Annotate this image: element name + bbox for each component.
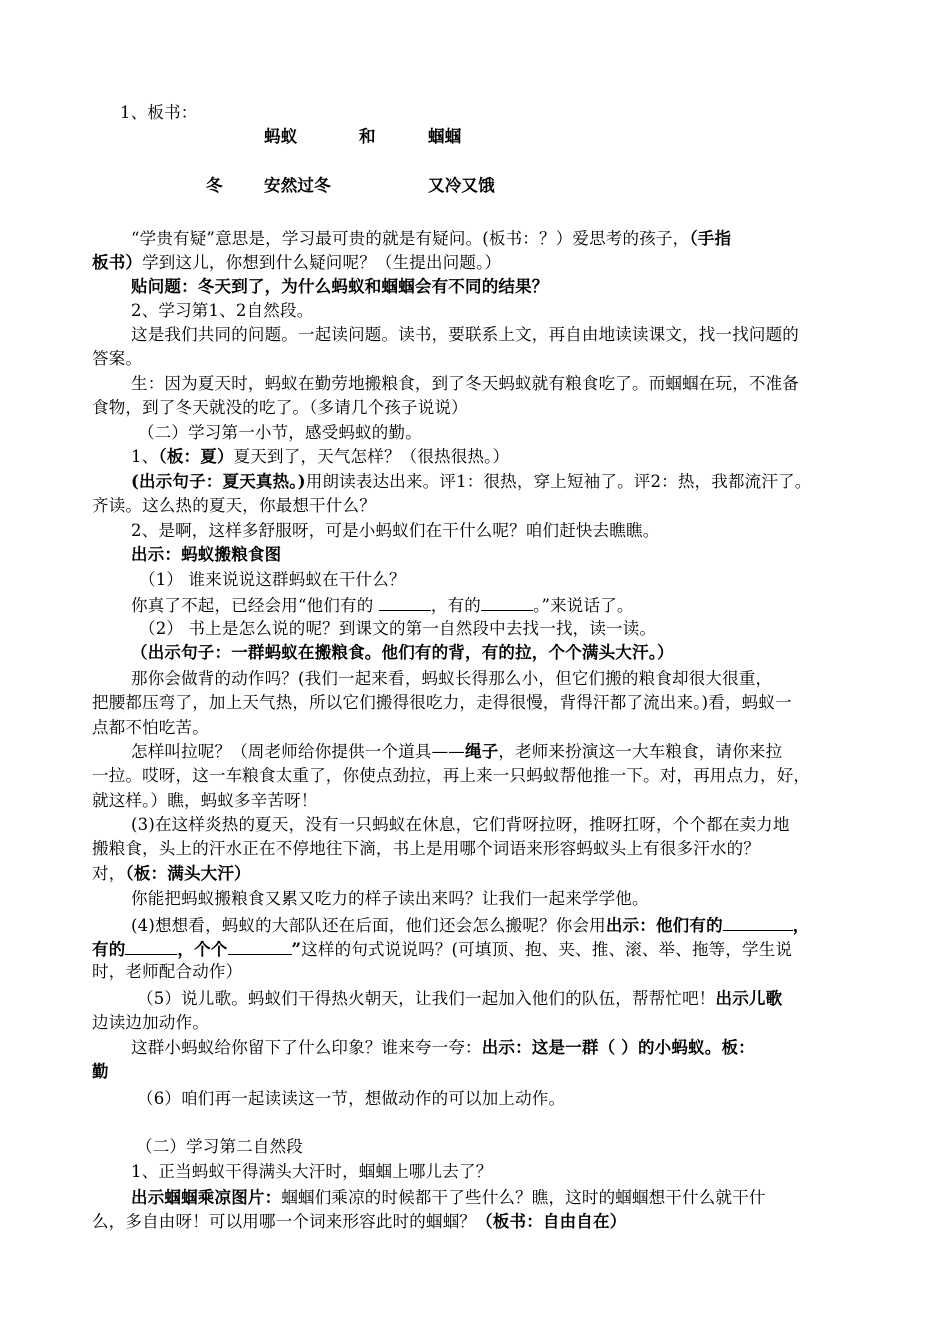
board-ant: 蚂蚁: [264, 127, 298, 146]
text-line: [137, 1087, 917, 1111]
text-run: 就这样。）瞧，蚂蚁多辛苦呀！: [92, 791, 318, 810]
text-run: ，有的: [430, 596, 481, 615]
text-run: 搬粮食，头上的汗水正在不停地往下滴，书上是用哪个词语来形容蚂蚁头上有很多汗水的？: [92, 839, 760, 858]
text-line: [92, 691, 872, 715]
text-line: [92, 1210, 872, 1234]
text-line: [131, 299, 911, 323]
text-line: [92, 1011, 872, 1035]
text-run: 2、是啊，这样多舒服呀，可是小蚂蚁们在干什么呢？咱们赶快去瞧瞧。: [131, 521, 660, 540]
text-line: [92, 764, 872, 788]
text-run: ，老师来扮演这一大车粮食，请你来拉: [498, 742, 783, 761]
text-line: [92, 494, 872, 518]
text-run: 么，多自由呀！可以用哪一个词来形容此时的蝈蝈？: [92, 1212, 477, 1231]
text-run: 点都不怕吃苦。: [92, 718, 209, 737]
text-run: 答案。: [92, 349, 143, 368]
text-run: (4)想想看，蚂蚁的大部队还在后面，他们还会怎么搬呢？你会用: [131, 916, 606, 935]
bold-text: 勤: [92, 1062, 109, 1081]
text-run: 1、: [131, 447, 159, 466]
board-grasshopper: 蝈蝈: [428, 127, 462, 146]
bold-text: 出示：蚂蚁搬粮食图: [131, 545, 282, 564]
text-run: “学贵有疑”意思是，学习最可贵的就是有疑问。(板书：？）爱思考的孩子，: [131, 229, 690, 248]
text-run: （6）咱们再一起读读这一节，想做动作的可以加上动作。: [137, 1089, 566, 1108]
text-line: [131, 543, 911, 567]
text-line: [131, 740, 911, 764]
text-run: 用朗读表达出来。评1：很热，穿上短袖了。评2：热，我都流汗了。: [305, 472, 812, 491]
fill-in-blank: [379, 592, 431, 611]
text-line: [131, 323, 911, 347]
text-line: [131, 445, 911, 469]
bold-text: 贴问题：冬天到了，为什么蚂蚁和蝈蝈会有不同的结果？: [131, 277, 549, 296]
bold-text: 出示儿歌: [715, 989, 783, 1008]
board-grasshopper-result: 又冷又饿: [428, 176, 495, 195]
text-line: [138, 421, 918, 445]
text-run: （二）学习第一小节，感受蚂蚁的勤。: [138, 423, 422, 442]
fill-in-blank: [228, 936, 292, 955]
text-run: 你能把蚂蚁搬粮食又累又吃力的样子读出来吗？让我们一起来学学他。: [131, 889, 649, 908]
text-line: [92, 347, 872, 371]
text-run: 夏天到了，天气怎样？（很热很热。）: [233, 447, 510, 466]
text-line: [131, 470, 911, 494]
text-run: 齐读。这么热的夏天，你最想干什么？: [92, 496, 376, 515]
board-and: 和: [359, 127, 376, 146]
text-line: [137, 987, 917, 1011]
text-line: [131, 592, 911, 618]
text-line: [131, 1036, 911, 1060]
text-run: 。”来说话了。: [533, 596, 634, 615]
section-heading: 1、板书：: [120, 103, 198, 122]
bold-text: （板：夏）: [158, 447, 234, 466]
bold-text: ”: [291, 940, 302, 959]
text-run: 食物，到了冬天就没的吃了。（多请几个孩子说说）: [92, 398, 468, 417]
text-run: 把腰都压弯了，加上天气热，所以它们搬得很吃力，走得很慢，背得汗都了流出来。)看，蚂蚁一: [92, 693, 792, 712]
text-line: [131, 667, 911, 691]
bold-text: 有的: [92, 940, 126, 959]
text-line: [131, 641, 911, 665]
bold-text: 绳子: [465, 742, 499, 761]
text-run: 这样的句式说说吗？(可填顶、抱、夹、推、滚、举、拖等，学生说: [301, 940, 793, 959]
text-line: [131, 813, 911, 837]
text-line: [139, 568, 919, 592]
fill-in-blank: [481, 592, 533, 611]
text-line: [131, 275, 911, 299]
text-run: 生：因为夏天时，蚂蚁在勤劳地搬粮食，到了冬天蚂蚁就有粮食吃了。而蝈蝈在玩，不准备: [131, 374, 799, 393]
bold-text: 板书）: [92, 253, 143, 272]
text-line: [92, 960, 872, 984]
bold-text: 出示：他们有的: [605, 916, 723, 935]
text-line: [139, 617, 919, 641]
text-line: [92, 716, 872, 740]
text-line: [92, 936, 872, 962]
bold-text: （手指: [689, 229, 732, 248]
bold-text: （板书：自由自在）: [476, 1212, 627, 1231]
text-run: 对，: [92, 864, 126, 883]
text-run: （5）说儿歌。蚂蚁们干得热火朝天，让我们一起加入他们的队伍，帮帮忙吧！: [137, 989, 716, 1008]
text-run: 你真了不起，已经会用“他们有的: [131, 596, 379, 615]
text-run: （1） 谁来说说这群蚂蚁在干什么？: [139, 570, 406, 589]
board-ant-result: 安然过冬: [264, 176, 331, 195]
text-run: 这群小蚂蚁给你留下了什么印象？谁来夸一夸：: [131, 1038, 482, 1057]
text-line: [92, 837, 872, 861]
text-run: 蝈蝈们乘凉的时候都干了些什么？瞧，这时的蝈蝈想干什么就干什: [281, 1188, 766, 1207]
text-line: [131, 1160, 911, 1184]
text-line: [136, 1135, 916, 1159]
bold-text: 出示：这是一群（ ）的小蚂蚁。板：: [481, 1038, 755, 1057]
bold-text: （板：满头大汗）: [125, 864, 251, 883]
bold-text: 出示蝈蝈乘凉图片：: [131, 1188, 282, 1207]
bold-text: ，: [792, 916, 810, 935]
text-run: 边读边加动作。: [92, 1013, 209, 1032]
text-line: [131, 227, 911, 251]
bold-text: ，个个: [177, 940, 228, 959]
text-line: [92, 1060, 872, 1084]
text-run: 2、学习第1、2自然段。: [131, 301, 314, 320]
text-run: （2） 书上是怎么说的呢？到课文的第一自然段中去找一找，读一读。: [139, 619, 657, 638]
text-line: [131, 887, 911, 911]
text-line: [131, 519, 911, 543]
text-run: 1、正当蚂蚁干得满头大汗时，蝈蝈上哪儿去了？: [131, 1162, 493, 1181]
text-run: （二）学习第二自然段: [136, 1137, 303, 1156]
text-run: 学到这儿，你想到什么疑问呢？（生提出问题。）: [142, 253, 502, 272]
bold-text: (出示句子：夏天真热。): [131, 472, 306, 491]
text-run: 那你会做背的动作吗？(我们一起来看，蚂蚁长得那么小，但它们搬的粮食却很大很重，: [131, 669, 773, 688]
board-winter: 冬: [206, 176, 223, 195]
text-line: [92, 251, 872, 275]
text-line: [131, 912, 911, 938]
text-line: [92, 396, 872, 420]
text-run: 这是我们共同的问题。一起读问题。读书，要联系上文，再自由地读读课文，找一找问题的: [131, 325, 799, 344]
text-line: [131, 1186, 911, 1210]
text-run: (3)在这样炎热的夏天，没有一只蚂蚁在休息，它们背呀拉呀，推呀扛呀，个个都在卖力地: [131, 815, 790, 834]
text-run: 怎样叫拉呢？（周老师给你提供一个道具——: [131, 742, 465, 761]
fill-in-blank: [125, 936, 177, 955]
bold-text: （出示句子：一群蚂蚁在搬粮食。他们有的背，有的拉，个个满头大汗。）: [131, 643, 674, 662]
text-run: 时，老师配合动作）: [92, 962, 243, 981]
text-line: [92, 789, 872, 813]
fill-in-blank: [723, 912, 793, 931]
text-line: [92, 862, 872, 886]
text-line: [131, 372, 911, 396]
text-run: 一拉。哎呀，这一车粮食太重了，你使点劲拉，再上来一只蚂蚁帮他推一下。对，再用点力，好，: [92, 766, 811, 785]
